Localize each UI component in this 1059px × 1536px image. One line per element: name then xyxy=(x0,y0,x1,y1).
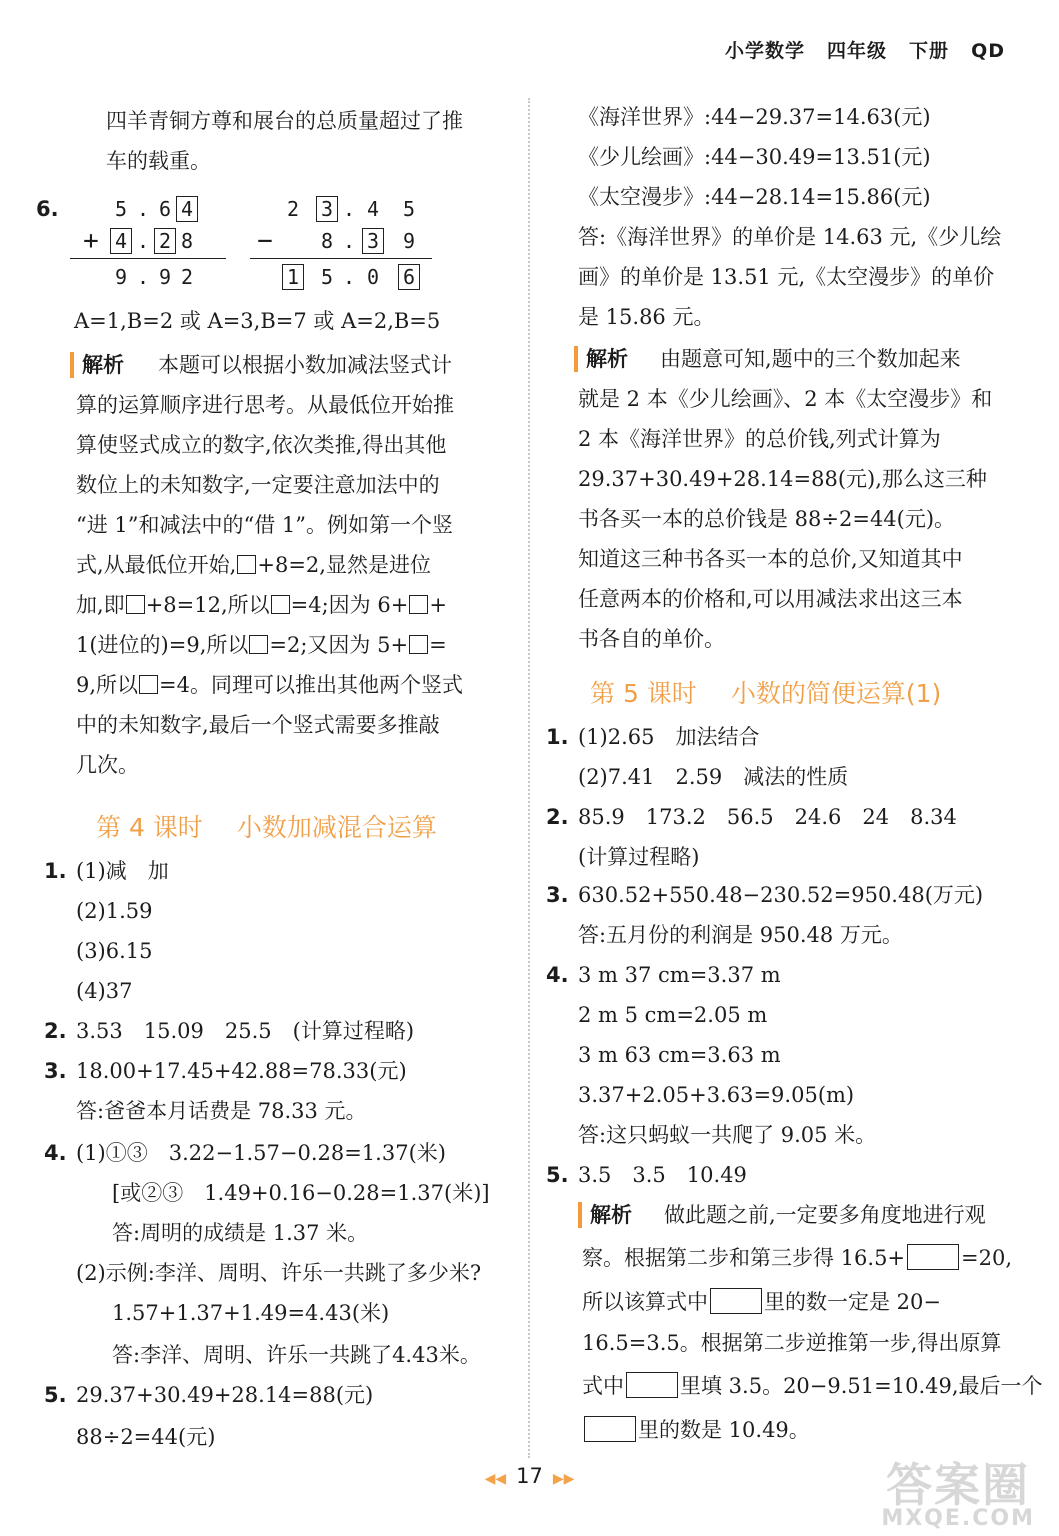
add-result-digit: 9 xyxy=(158,265,172,289)
add-answer-box: 4 xyxy=(176,196,198,222)
next-arrows-icon: ▶▶ xyxy=(552,1471,575,1487)
sub-point: . xyxy=(342,229,356,253)
intro-line-2: 车的载重。 xyxy=(106,149,211,173)
lesson-5-heading: 第 5 课时 小数的简便运算(1) xyxy=(590,679,942,708)
blank-square xyxy=(237,555,256,574)
intro-line-1: 四羊青铜方尊和展台的总质量超过了推 xyxy=(106,109,463,133)
answer-line: (2)示例:李洋、周明、许乐一共跳了多少米? xyxy=(76,1261,482,1285)
answer-line: 88÷2=44(元) xyxy=(76,1425,216,1449)
analysis-line: 本题可以根据小数加减法竖式计 xyxy=(158,353,452,377)
answer-line: 18.00+17.45+42.88=78.33(元) xyxy=(76,1059,407,1083)
answer-line: (2)7.41 2.59 减法的性质 xyxy=(578,765,849,789)
header-edition: QD xyxy=(971,40,1005,62)
vertical-subtraction xyxy=(250,194,440,294)
analysis-line: 算的运算顺序进行思考。从最低位开始推 xyxy=(76,393,454,417)
answer-line: 答:爸爸本月话费是 78.33 元。 xyxy=(76,1099,367,1123)
answer-line: 1.57+1.37+1.49=4.43(米) xyxy=(112,1301,390,1325)
blank-square xyxy=(139,675,158,694)
blank-box xyxy=(626,1372,678,1398)
analysis-line: 2 本《海洋世界》的总价钱,列式计算为 xyxy=(578,427,941,451)
header-volume: 下册 xyxy=(909,40,950,62)
blank-square xyxy=(409,635,428,654)
answer-line: (计算过程略) xyxy=(578,845,700,869)
analysis-line: 做此题之前,一定要多角度地进行观 xyxy=(664,1203,986,1227)
answer-line: 《少儿绘画》:44−30.49=13.51(元) xyxy=(578,145,931,169)
analysis-line: 几次。 xyxy=(76,753,139,777)
analysis-line: 加,即 +8=12,所以 =4;因为 6+ + xyxy=(76,593,447,617)
answer-line: 3 m 37 cm=3.37 m xyxy=(578,963,781,987)
answer-line: 是 15.86 元。 xyxy=(578,305,715,329)
header-grade: 四年级 xyxy=(827,40,888,62)
analysis-line: 察。根据第二步和第三步得 16.5+ =20, xyxy=(582,1246,1013,1270)
analysis-line: 任意两本的价格和,可以用减法求出这三本 xyxy=(578,587,963,611)
sub-rule xyxy=(250,258,432,259)
analysis-line: 数位上的未知数字,一定要注意加法中的 xyxy=(76,473,440,497)
add-digit: 6 xyxy=(158,197,172,221)
page-header xyxy=(703,36,1005,63)
answer-line: 630.52+550.48−230.52=950.48(万元) xyxy=(578,883,984,907)
add-result-digit: 2 xyxy=(180,265,194,289)
blank-box xyxy=(907,1244,959,1270)
answer-line: 《太空漫步》:44−28.14=15.86(元) xyxy=(578,185,931,209)
analysis-line: 就是 2 本《少儿绘画》、2 本《太空漫步》和 xyxy=(578,387,993,411)
vertical-addition xyxy=(70,194,230,294)
answer-line: 答:周明的成绩是 1.37 米。 xyxy=(112,1221,369,1245)
watermark-url: MXQE.COM xyxy=(881,1506,1035,1531)
answer-line: (1)减 加 xyxy=(76,859,169,883)
item-number: 5. xyxy=(546,1163,569,1187)
add-answer-box: 2 xyxy=(154,228,176,254)
item-number: 4. xyxy=(546,963,569,987)
sub-result-digit: 0 xyxy=(366,265,380,289)
sub-digit: 2 xyxy=(286,197,300,221)
item-number: 1. xyxy=(546,725,569,749)
add-result-digit: 9 xyxy=(114,265,128,289)
item-number: 1. xyxy=(44,859,67,883)
add-result-point: . xyxy=(136,265,150,289)
answer-line: 3.37+2.05+3.63=9.05(m) xyxy=(578,1083,855,1107)
answer-line: 29.37+30.49+28.14=88(元) xyxy=(76,1383,374,1407)
answer-line: 答:《海洋世界》的单价是 14.63 元,《少儿绘 xyxy=(578,225,1002,249)
sub-answer-box: 3 xyxy=(316,196,338,222)
answer-line: 答:五月份的利润是 950.48 万元。 xyxy=(578,923,903,947)
plus-sign: + xyxy=(83,226,99,256)
analysis-line: 知道这三种书各买一本的总价,又知道其中 xyxy=(578,547,963,571)
prev-arrows-icon: ◀◀ xyxy=(484,1471,507,1487)
item-number: 3. xyxy=(546,883,569,907)
analysis-line: 9,所以 =4。同理可以推出其他两个竖式 xyxy=(76,673,464,697)
sub-digit: 8 xyxy=(320,229,334,253)
watermark xyxy=(881,1458,1035,1531)
add-digit: 8 xyxy=(180,229,194,253)
add-answer-box: 4 xyxy=(110,228,132,254)
answer-line: 答:李洋、周明、许乐一共跳了4.43米。 xyxy=(112,1343,481,1367)
answer-line: [或②③ 1.49+0.16−0.28=1.37(米)] xyxy=(112,1181,490,1205)
blank-box xyxy=(710,1288,762,1314)
analysis-line: 算使竖式成立的数字,依次类推,得出其他 xyxy=(76,433,447,457)
answer-line: 3 m 63 cm=3.63 m xyxy=(578,1043,781,1067)
sub-answer-box: 1 xyxy=(282,264,304,290)
analysis-line: 1(进位的)=9,所以 =2;又因为 5+ = xyxy=(76,633,447,657)
blank-square xyxy=(271,595,290,614)
blank-square xyxy=(249,635,268,654)
sub-digit: 4 xyxy=(366,197,380,221)
answer-line: 画》的单价是 13.51 元,《太空漫步》的单价 xyxy=(578,265,995,289)
sub-point: . xyxy=(342,197,356,221)
analysis-line: 中的未知数字,最后一个竖式需要多推敲 xyxy=(76,713,440,737)
analysis-label: 解析 xyxy=(574,346,628,372)
sub-result-digit: 5 xyxy=(320,265,334,289)
q6-number: 6. xyxy=(36,197,59,221)
analysis-line: 式中 里填 3.5。20−9.51=10.49,最后一个 xyxy=(582,1374,1043,1398)
q6-answer: A=1,B=2 或 A=3,B=7 或 A=2,B=5 xyxy=(74,309,441,333)
sub-answer-box: 6 xyxy=(398,264,420,290)
sub-digit: 9 xyxy=(402,229,416,253)
answer-line: (2)1.59 xyxy=(76,899,153,923)
analysis-line: 由题意可知,题中的三个数加起来 xyxy=(660,347,961,371)
lesson-4-heading: 第 4 课时 小数加减混合运算 xyxy=(96,813,437,842)
sub-digit: 5 xyxy=(402,197,416,221)
answer-line: 《海洋世界》:44−29.37=14.63(元) xyxy=(578,105,931,129)
item-number: 5. xyxy=(44,1383,67,1407)
analysis-line: “进 1”和减法中的“借 1”。例如第一个竖 xyxy=(76,513,454,537)
item-number: 3. xyxy=(44,1059,67,1083)
answer-line: 85.9 173.2 56.5 24.6 24 8.34 xyxy=(578,805,957,829)
sub-answer-box: 3 xyxy=(362,228,384,254)
header-subject: 小学数学 xyxy=(725,40,806,62)
page-number: 17 xyxy=(516,1464,543,1488)
add-point: . xyxy=(136,197,150,221)
item-number: 4. xyxy=(44,1141,67,1165)
analysis-line: 书各自的单价。 xyxy=(578,627,725,651)
add-rule xyxy=(70,258,226,259)
item-number: 2. xyxy=(546,805,569,829)
analysis-label: 解析 xyxy=(70,352,124,378)
item-number: 2. xyxy=(44,1019,67,1043)
minus-sign: − xyxy=(257,226,273,256)
answer-line: 2 m 5 cm=2.05 m xyxy=(578,1003,768,1027)
blank-box xyxy=(584,1416,636,1442)
column-divider xyxy=(528,98,530,1458)
answer-line: (1)2.65 加法结合 xyxy=(578,725,760,749)
watermark-logo: 答案圈 xyxy=(886,1458,1031,1512)
blank-square xyxy=(126,595,145,614)
answer-line: (1)①③ 3.22−1.57−0.28=1.37(米) xyxy=(76,1141,446,1165)
add-digit: 5 xyxy=(114,197,128,221)
blank-square xyxy=(409,595,428,614)
answer-line: (3)6.15 xyxy=(76,939,153,963)
answer-line: 3.5 3.5 10.49 xyxy=(578,1163,747,1187)
answer-line: 答:这只蚂蚁一共爬了 9.05 米。 xyxy=(578,1123,877,1147)
add-point: . xyxy=(136,229,150,253)
analysis-line: 29.37+30.49+28.14=88(元),那么这三种 xyxy=(578,467,987,491)
analysis-label: 解析 xyxy=(578,1202,632,1228)
answer-line: (4)37 xyxy=(76,979,133,1003)
analysis-line: 里的数是 10.49。 xyxy=(582,1416,810,1443)
answer-line: 3.53 15.09 25.5 (计算过程略) xyxy=(76,1019,415,1043)
analysis-line: 式,从最低位开始, +8=2,显然是进位 xyxy=(76,553,431,577)
analysis-line: 16.5=3.5。根据第二步逆推第一步,得出原算 xyxy=(582,1331,1002,1355)
sub-result-point: . xyxy=(342,265,356,289)
analysis-line: 所以该算式中 里的数一定是 20− xyxy=(582,1290,941,1314)
analysis-line: 书各买一本的总价钱是 88÷2=44(元)。 xyxy=(578,507,956,531)
